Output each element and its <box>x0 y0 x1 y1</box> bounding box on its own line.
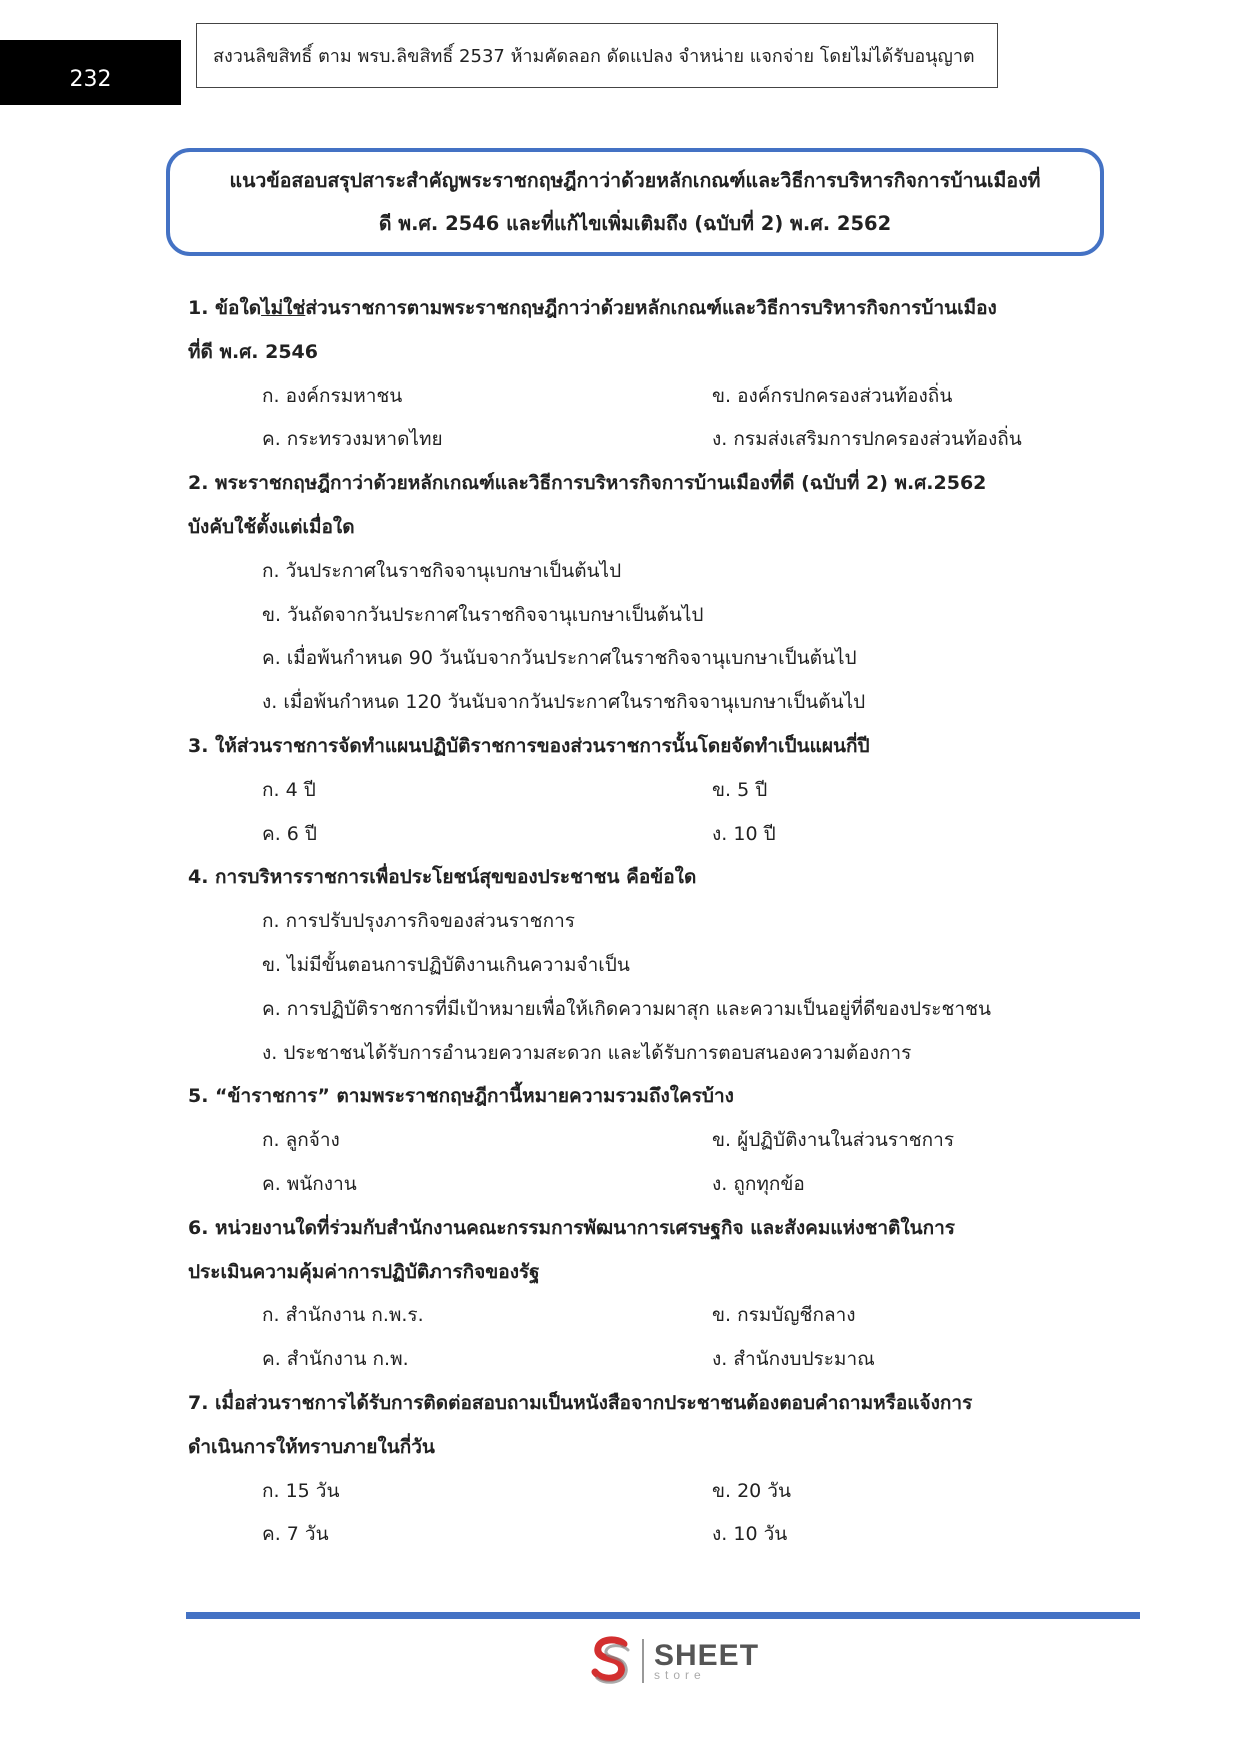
question-1-text: 1. ข้อใด <box>188 297 262 319</box>
footer-divider <box>186 1612 1140 1619</box>
option-a: ก. 15 วัน <box>262 1479 340 1502</box>
option-b: ข. ไม่มีขั้นตอนการปฏิบัติงานเกินความจำเป็น <box>262 953 630 976</box>
option-a: ก. สำนักงาน ก.พ.ร. <box>262 1304 424 1327</box>
option-c: ค. สำนักงาน ก.พ. <box>262 1348 409 1371</box>
option-c: ค. เมื่อพ้นกำหนด 90 วันนับจากวันประกาศในราชกิจจานุเบกษาเป็นต้นไป <box>262 647 857 670</box>
question-2: 2. พระราชกฤษฎีกาว่าด้วยหลักเกณฑ์และวิธีการบริหารกิจการบ้านเมืองที่ดี (ฉบับที่ 2) พ.ศ.2562 <box>188 472 987 495</box>
question-1-text-rest: ส่วนราชการตามพระราชกฤษฎีกาว่าด้วยหลักเกณฑ์และวิธีการบริหารกิจการบ้านเมือง <box>305 297 997 319</box>
option-c: ค. กระทรวงมหาดไทย <box>262 428 443 451</box>
options-row <box>0 1338 1240 1382</box>
option-c: ค. การปฏิบัติราชการที่มีเป้าหมายเพื่อให้เกิดความผาสุก และความเป็นอยู่ที่ดีของประชาชน <box>262 997 991 1020</box>
question-1 <box>0 287 1240 331</box>
option-c: ค. 6 ปี <box>262 822 317 845</box>
option-b: ข. กรมบัญชีกลาง <box>712 1304 856 1327</box>
question-5: 5. “ข้าราชการ” ตามพระราชกฤษฎีกานี้หมายความรวมถึงใครบ้าง <box>188 1085 734 1108</box>
option-a: ก. การปรับปรุงภารกิจของส่วนราชการ <box>262 910 575 933</box>
option-b: ข. 20 วัน <box>712 1479 791 1502</box>
option-a: ก. วันประกาศในราชกิจจานุเบกษาเป็นต้นไป <box>262 559 622 582</box>
options-row <box>0 418 1240 462</box>
logo-separator <box>642 1639 644 1683</box>
options-row <box>0 375 1240 419</box>
option-b: ข. ผู้ปฏิบัติงานในส่วนราชการ <box>712 1129 955 1152</box>
option-a: ก. 4 ปี <box>262 778 316 801</box>
options-row <box>0 1470 1240 1514</box>
option-d: ง. ประชาชนได้รับการอำนวยความสะดวก และได้รับการตอบสนองความต้องการ <box>262 1041 912 1064</box>
question-1-line2: ที่ดี พ.ศ. 2546 <box>188 340 318 363</box>
options-row <box>0 1119 1240 1163</box>
question-6-line2: ประเมินความคุ้มค่าการปฏิบัติภารกิจของรัฐ <box>188 1260 540 1283</box>
options-row <box>0 769 1240 813</box>
option-d: ง. กรมส่งเสริมการปกครองส่วนท้องถิ่น <box>712 428 1022 451</box>
question-4: 4. การบริหารราชการเพื่อประโยชน์สุขของประชาชน คือข้อใด <box>188 866 697 889</box>
options-row <box>0 813 1240 857</box>
option-d: ง. ถูกทุกข้อ <box>712 1172 805 1195</box>
options-row <box>0 1163 1240 1207</box>
question-1-emphasis: ไม่ใช่ <box>261 297 306 319</box>
question-7-line2: ดำเนินการให้ทราบภายในกี่วัน <box>188 1435 435 1458</box>
sheet-store-logo <box>590 1634 759 1688</box>
page-title-line1: แนวข้อสอบสรุปสาระสำคัญพระราชกฤษฎีกาว่าด้วยหลักเกณฑ์และวิธีการบริหารกิจการบ้านเมืองที่ <box>229 169 1041 192</box>
page-number: 232 <box>0 40 181 105</box>
option-d: ง. 10 ปี <box>712 822 776 845</box>
options-row <box>0 1294 1240 1338</box>
option-d: ง. สำนักงบประมาณ <box>712 1348 875 1371</box>
logo-brand-name: SHEET <box>654 1639 760 1672</box>
question-7: 7. เมื่อส่วนราชการได้รับการติดต่อสอบถามเป็นหนังสือจากประชาชนต้องตอบคำถามหรือแจ้งการ <box>188 1391 973 1414</box>
options-row <box>0 1513 1240 1557</box>
option-a: ก. ลูกจ้าง <box>262 1129 340 1152</box>
option-c: ค. 7 วัน <box>262 1523 329 1546</box>
copyright-notice: สงวนลิขสิทธิ์ ตาม พรบ.ลิขสิทธิ์ 2537 ห้ามคัดลอก ดัดแปลง จำหน่าย แจกจ่าย โดยไม่ได้รับอนุญาต <box>196 23 998 88</box>
option-d: ง. 10 วัน <box>712 1523 788 1546</box>
option-b: ข. วันถัดจากวันประกาศในราชกิจจานุเบกษาเป็นต้นไป <box>262 603 704 626</box>
sheet-store-logo-icon <box>590 1636 634 1686</box>
option-c: ค. พนักงาน <box>262 1172 357 1195</box>
question-2-line2: บังคับใช้ตั้งแต่เมื่อใด <box>188 515 355 538</box>
logo-brand-sub: store <box>654 1668 706 1682</box>
page-title-line2: ดี พ.ศ. 2546 และที่แก้ไขเพิ่มเติมถึง (ฉบับที่ 2) พ.ศ. 2562 <box>378 212 892 235</box>
page-title-box <box>166 148 1104 256</box>
option-b: ข. 5 ปี <box>712 778 768 801</box>
option-d: ง. เมื่อพ้นกำหนด 120 วันนับจากวันประกาศในราชกิจจานุเบกษาเป็นต้นไป <box>262 691 866 714</box>
option-a: ก. องค์กรมหาชน <box>262 384 403 407</box>
question-3: 3. ให้ส่วนราชการจัดทำแผนปฏิบัติราชการของส่วนราชการนั้นโดยจัดทำเป็นแผนกี่ปี <box>188 734 870 757</box>
question-6: 6. หน่วยงานใดที่ร่วมกับสำนักงานคณะกรรมการพัฒนาการเศรษฐกิจ และสังคมแห่งชาติในการ <box>188 1216 955 1239</box>
option-b: ข. องค์กรปกครองส่วนท้องถิ่น <box>712 384 953 407</box>
question-list <box>0 287 1240 1557</box>
